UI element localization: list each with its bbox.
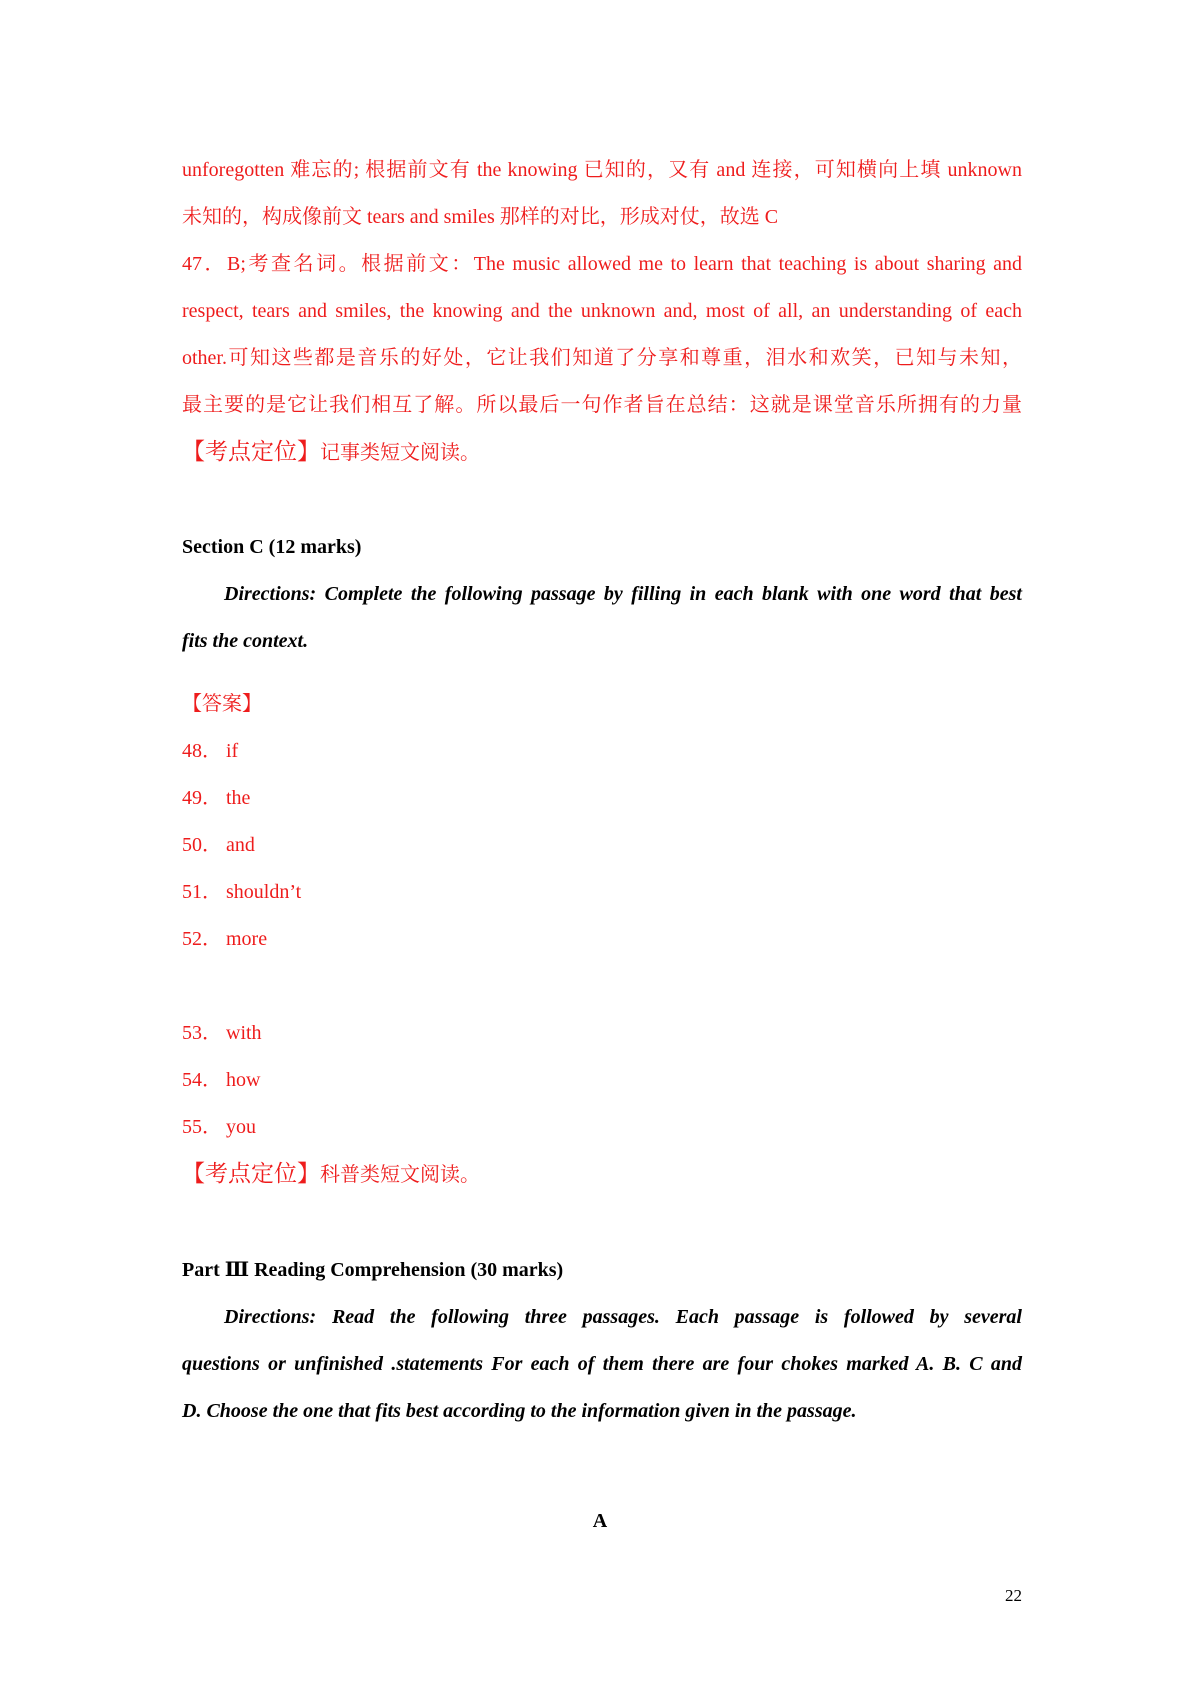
answer-number: 53． <box>182 1022 222 1044</box>
explanation-line-4: respect, tears and smiles, the knowing and the unknown and, most of all, an understanding of each <box>182 300 1022 322</box>
answer-item <box>182 1113 256 1141</box>
answer-number: 52． <box>182 928 222 950</box>
explanation-line-2: 未知的，构成像前文 tears and smiles 那样的对比，形成对仗，故选 C <box>182 206 779 228</box>
kaodian-line-1 <box>182 438 480 467</box>
answer-item <box>182 925 267 953</box>
answer-text: if <box>226 740 239 762</box>
answer-number: 51． <box>182 881 222 903</box>
part-3-directions-line-3: D. Choose the one that fits best according to the information given in the passage. <box>182 1400 857 1422</box>
answer-text: you <box>226 1116 256 1138</box>
answer-text: and <box>226 834 255 856</box>
answer-number: 49． <box>182 787 222 809</box>
kaodian-line-2 <box>182 1160 480 1189</box>
kaodian-bracket: 【考点定位】 <box>182 1161 320 1186</box>
part-3-heading: Part Ⅲ Reading Comprehension (30 marks) <box>182 1259 564 1281</box>
passage-label: A <box>592 1510 608 1532</box>
answer-text: how <box>226 1069 261 1091</box>
section-c-heading: Section C (12 marks) <box>182 536 362 558</box>
answer-item <box>182 1066 260 1094</box>
kaodian-text: 记事类短文阅读。 <box>320 442 480 464</box>
answer-item <box>182 1019 262 1047</box>
explanation-line-3: 47．B;考查名词。根据前文：The music allowed me to learn that teaching is about sharing and <box>182 253 1022 275</box>
answer-text: shouldn’t <box>226 881 302 903</box>
answer-item <box>182 784 250 812</box>
kaodian-bracket: 【考点定位】 <box>182 439 320 464</box>
answer-text: with <box>226 1022 262 1044</box>
part-3-directions-line-1: Directions: Read the following three passages. Each passage is followed by several <box>224 1306 1022 1328</box>
answer-number: 50． <box>182 834 222 856</box>
kaodian-text: 科普类短文阅读。 <box>320 1164 480 1186</box>
part-3-directions-line-2: questions or unfinished .statements For each of them there are four chokes marked A. B. C and <box>182 1353 1022 1375</box>
page-number: 22 <box>1005 1586 1022 1605</box>
section-c-directions-line-1: Directions: Complete the following passage by filling in each blank with one word that best <box>224 583 1022 605</box>
explanation-line-6: 最主要的是它让我们相互了解。所以最后一句作者旨在总结：这就是课堂音乐所拥有的力量 <box>182 394 1022 416</box>
answer-number: 48． <box>182 740 222 762</box>
answer-item <box>182 831 255 859</box>
answer-text: the <box>226 787 251 809</box>
answer-number: 54． <box>182 1069 222 1091</box>
section-c-directions-line-2: fits the context. <box>182 630 309 652</box>
answer-item <box>182 737 238 765</box>
explanation-line-1: unforegotten 难忘的; 根据前文有 the knowing 已知的，又有 and 连接，可知横向上填 unknown <box>182 159 1022 181</box>
explanation-line-5: other.可知这些都是音乐的好处，它让我们知道了分享和尊重，泪水和欢笑，已知与未知， <box>182 347 1022 369</box>
answer-label: 【答案】 <box>182 693 262 715</box>
answer-number: 55． <box>182 1116 222 1138</box>
answer-item <box>182 878 301 906</box>
answer-text: more <box>226 928 268 950</box>
